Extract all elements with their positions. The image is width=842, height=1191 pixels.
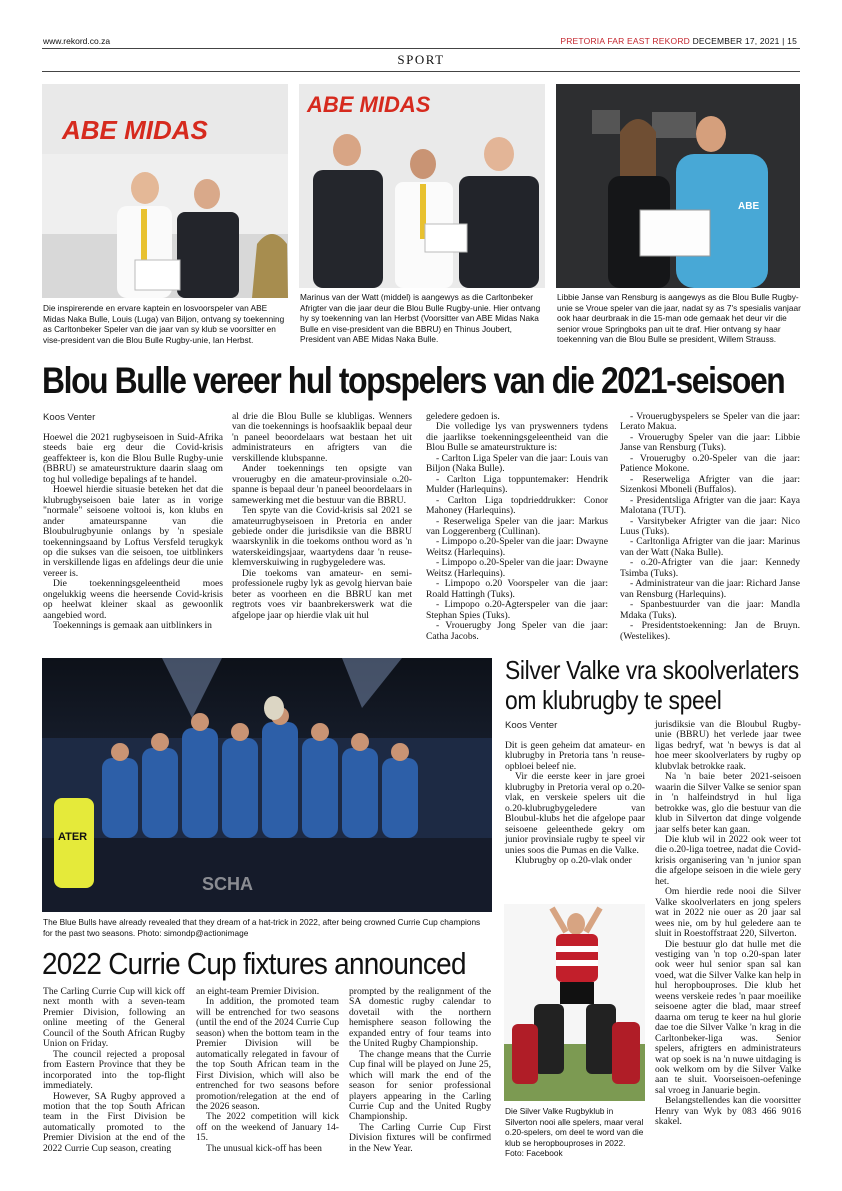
caption-blue-bulls: The Blue Bulls have already revealed that they dream of a hat-trick in 2022, after being crowned Currie Cup champions for the past two seasons. Photo: simondp@actionimage <box>43 917 481 938</box>
header-rule <box>42 48 800 49</box>
article1-col1: Hoewel die 2021 rugbyseisoen in Suid-Afrika steeds baie erg deur die Covid-krisis geaffekteer is, kon die Blou Bulle Rugby-unie (BBRU) se amateurstrukture daarin slaag om tog hul volledige bepalings af te handel. Hoewel hierdie situasie beteken het dat die klubrugbyseisoen baie later as in vorige "normale" seisoene voltooi is, kon klubs en ander amateurspanne van die Bloubulrugbyunie onlangs by 'n spesiale toekenningsaand by Loftus Versfeld terugkyk op die sukses van die seisoen, toe uitblinkers in verskillende ligas en afdelings deur die unie vereer is. Die toekenningsgeleentheid moes ongelukkig weens die heersende Covid-krisis op heelwat kleiner skaal as gewoonlik aangebied word. Toekennings is gemaak aan uitblinkers in <box>43 432 223 632</box>
article1-col2: al drie die Blou Bulle se klubligas. Wenners van die toekennings is hoofsaaklik bepaal deur 'n paneel beoordelaars wat bestaan het uit administrateurs en afrigters van die verskillende klubspanne. Ander toekennings ten opsigte van vrouerugby en die amateur-provinsiale o.20-spanne is bepaal deur 'n paneel beoordelaars in samewerking met die bestuur van die BBRU. Ten spyte van die Covid-krisis sal 2021 se amateurrugbyseisoen in Pretoria en ander gebiede onder die jurisdiksie van die BBRU waarskynlik in die toekoms onthou word as 'n waterskeidingsjaar, waartydens daar 'n reuse-klemverskuiwing in rugbygeledere was. Die toekoms van amateur- en semi-professionele rugby lyk as gevolg hiervan baie beter as voorheen en die BBRU kan met regtrots voes vir baanbrekerswerk wat die afgelope jaar op hierdie vlak uit hul <box>232 411 412 621</box>
photo-blue-bulls-sign: SCHA <box>202 874 254 894</box>
photo-janse-van-rensburg-shirt: ABE <box>738 201 760 212</box>
headline-silver-valke-line1: Silver Valke vra skoolverlaters <box>505 655 799 685</box>
site-url[interactable]: www.rekord.co.za <box>43 36 111 46</box>
caption-janse-van-rensburg: Libbie Janse van Rensburg is aangewys as die Blou Bulle Rugby-unie se Vroue speler van die jaar, nadat sy as 7's spesialis vanjaar ook haar deurbraak in die 15-man ode gemaak het deur vir die senior vroue Springboks pan uit te draf. Hier ontvang sy haar toekenning van die Blou Bulle se president, Willem Strauss. <box>557 292 801 345</box>
byline-article2: Koos Venter <box>505 720 558 731</box>
issue-date: DECEMBER 17, 2021 <box>692 36 780 46</box>
photo-blue-bulls-image <box>42 658 492 912</box>
caption-van-der-watt: Marinus van der Watt (middel) is aangewys as die Carltonbeker Afrigter van die jaar deur die Blou Bulle Rugby-unie. Hier ontvang hy sy toekenning van Ian Herbst (Voorsitter van ABE Midas Naka Bulle en vise-president van die BBRU) en Thinus Joubert, President van ABE Midas Naka Bulle. <box>300 292 541 345</box>
photo-janse-van-rensburg <box>556 84 800 288</box>
article3-col1: The Carling Currie Cup will kick off next month with a seven-team Premier Division, following an online meeting of the General Council of the South African Rugby Union on Friday. The council rejected a proposal from Eastern Province that they be incorporated into the top-flight immediately. However, SA Rugby approved a motion that the top South African team in the First Division be automatically promoted to the Premier Division at the end of the 2022 Currie Cup season, creating <box>43 986 185 1154</box>
photo-van-der-watt <box>299 84 545 288</box>
masthead <box>560 36 797 46</box>
photo-janse-van-rensburg-image <box>556 84 800 288</box>
photo-van-biljon-image <box>42 84 288 298</box>
section-rule <box>42 71 800 72</box>
article2-col2: jurisdiksie van die Bloubul Rugby-unie (BBRU) het verlede jaar twee ligas bedryf, wat 'n bewys is dat al hoe meer skoolverlaters by rugby op klubvlak betrokke raak. Na 'n baie beter 2021-seisoen waarin die Silver Valke se senior span in 'n halfeindstryd in hul liga betrokke was, glo die bestuur van die klub in Silverton dat dinge volgende jaar selfs beter kan gaan. Die klub wil in 2022 ook weer tot die o.20-liga toetree, nadat die Covid-krisis organisering van 'n junior span die afgelope seisoen in die wiele gery het. Om hierdie rede nooi die Silver Valke skoolverlaters en jong spelers wat in 2022 nie ouer as 20 jaar sal wees nie, om by hul geledere aan te sluit in Roestoffstraat 220, Silverton. Die bestuur glo dat hulle met die vestiging van 'n top o.20-span later ook weer hul senior span sal kan voed, wat die Silver Valke kan help in hul heropbouproses. Die klub het weens verskeie redes 'n paar moeilike seisoene agter die blad, maar streef daarna om terug te keer na hul glorie dae toe die Silver Valke 'n krag in die Carltonbeker-liga was. Senior spelers, afrigters en administrateurs wat op soek is na 'n nuwe uitdaging is ook welkom om by die Silver Valke aan te sluit. Voorseisoen-oefeninge sal vroeg in Januarie begin. Belangstellendes kan die voorsitter Henry van Wyk by 083 466 9016 skakel. <box>655 719 801 1128</box>
headline-blou-bulle: Blou Bulle vereer hul topspelers van die 2021-seisoen <box>42 360 785 401</box>
article1-col4: - Vrouerugbyspelers se Speler van die jaar: Lerato Makua. - Vrouerugby Speler van die jaar: Libbie Janse van Rensburg (Tuks). - Vrouerugby o.20-Speler van die jaar: Patience Mokone. - Reserweliga Afrigter van die jaar: Sizenkosi Mboneli (Buffalos). - Presidentsliga Afrigter van die jaar: Kaya Malotana (TUT). - Varsitybeker Afrigter van die jaar: Nico Luus (Tuks). - Carltonliga Afrigter van die jaar: Marinus van der Watt (Naka Bulle). - o.20-Afrigter van die jaar: Kennedy Tsimba (Tuks). - Administrateur van die jaar: Richard Janse van Rensburg (Harlequins). - Spanbestuurder van die jaar: Mandla Mdaka (Tuks). - Presidentstoekenning: Jan de Bruyn. (Westelikes). <box>620 411 800 642</box>
photo-van-der-watt-sign: ABE MIDAS <box>307 92 431 117</box>
photo-silver-valke-image <box>504 904 645 1101</box>
section-label: SPORT <box>397 52 445 67</box>
headline-currie-cup: 2022 Currie Cup fixtures announced <box>42 946 466 981</box>
article1-col3: geledere gedoen is. Die volledige lys van pryswenners tydens die jaarlikse toekenningsgeleentheid van die Blou Bulle se amateurstrukture is: - Carlton Liga Speler van die jaar: Louis van Biljon (Naka Bulle). - Carlton Liga toppuntemaker: Hendrik Mulder (Harlequins). - Carlton Liga topdrieddrukker: Conor Mahoney (Harlequins). - Reserweliga Speler van die jaar: Markus van Loggerenberg (Cullinan). - Limpopo o.20-Speler van die jaar: Dwayne Weitsz (Harlequins). - Limpopo o.20-Speler van die jaar: Dwayne Weitsz (Harlequins). - Limpopo o.20 Voorspeler van die jaar: Roald Hattingh (Tuks). - Limpopo o.20-Agterspeler van die jaar: Stephan Spies (Tuks). - Vrouerugby Jong Speler van die jaar: Catha Jacobs. <box>426 411 608 642</box>
photo-blue-bulls-celebration <box>42 658 492 912</box>
article3-col3: prompted by the realignment of the SA domestic rugby calendar to dovetail with the northern hemisphere season following the expanded entry of four teams into the United Rugby Championship. The change means that the Currie Cup final will be played on June 25, which will mark the end of the season for senior professional players appearing in the Carling Currie Cup and the United Rugby Championship. The Carling Currie Cup First Division fixtures will be confirmed in the New Year. <box>349 986 491 1154</box>
page-separator: | <box>782 36 785 46</box>
photo-van-biljon <box>42 84 288 298</box>
caption-silver-valke: Die Silver Valke Rugbyklub in Silverton nooi alle spelers, maar veral o.20-spelers, om deel te word van die klub se heropbouproses in 2022. Foto: Facebook <box>505 1106 644 1159</box>
photo-blue-bulls-bib: ATER <box>58 831 88 843</box>
headline-silver-valke-line2: om klubrugby te speel <box>505 685 722 715</box>
page-number: 15 <box>787 36 797 46</box>
photo-silver-valke-lineout <box>504 904 645 1101</box>
caption-van-biljon: Die inspirerende en ervare kaptein en losvoorspeler van ABE Midas Naka Bulle, Louis (Luga) van Biljon, ontvang sy toekenning as Carltonbeker Speler van die jaar van sy klub se voorsitter en vise-president van die Blou Bulle Rugby-unie, Ian Herbst. <box>43 303 285 345</box>
publication-name: PRETORIA FAR EAST REKORD <box>560 36 690 46</box>
photo-van-der-watt-image <box>299 84 545 288</box>
article2-col1: Dit is geen geheim dat amateur- en klubrugby in Pretoria tans 'n reuse-opbloei beleef nie. Vir die eerste keer in jare groei klubrugby in Pretoria veral op o.20-vlak, en verskeie spelers uit die o.20-klubrugbygeledere van Bloubul-klubs het die afgelope paar seisoene geleenthede gekry om junior provinsiale rugby te speel vir unies soos die Pumas en die Valke. Klubrugby op o.20-vlak onder <box>505 740 645 866</box>
byline-article1: Koos Venter <box>43 412 96 423</box>
article3-col2: an eight-team Premier Division. In addition, the promoted team will be entrenched for two seasons (until the end of the 2024 Currie Cup season) when the bottom team in the Premier Division will be automatically relegated in favour of the top South African team in the First Division, which will also be entrenched for two seasons before promotion/relegation at the end of the 2026 season. The 2022 competition will kick off on the weekend of January 14-15. The unusual kick-off has been <box>196 986 339 1154</box>
photo-van-biljon-sign: ABE MIDAS <box>62 115 208 145</box>
